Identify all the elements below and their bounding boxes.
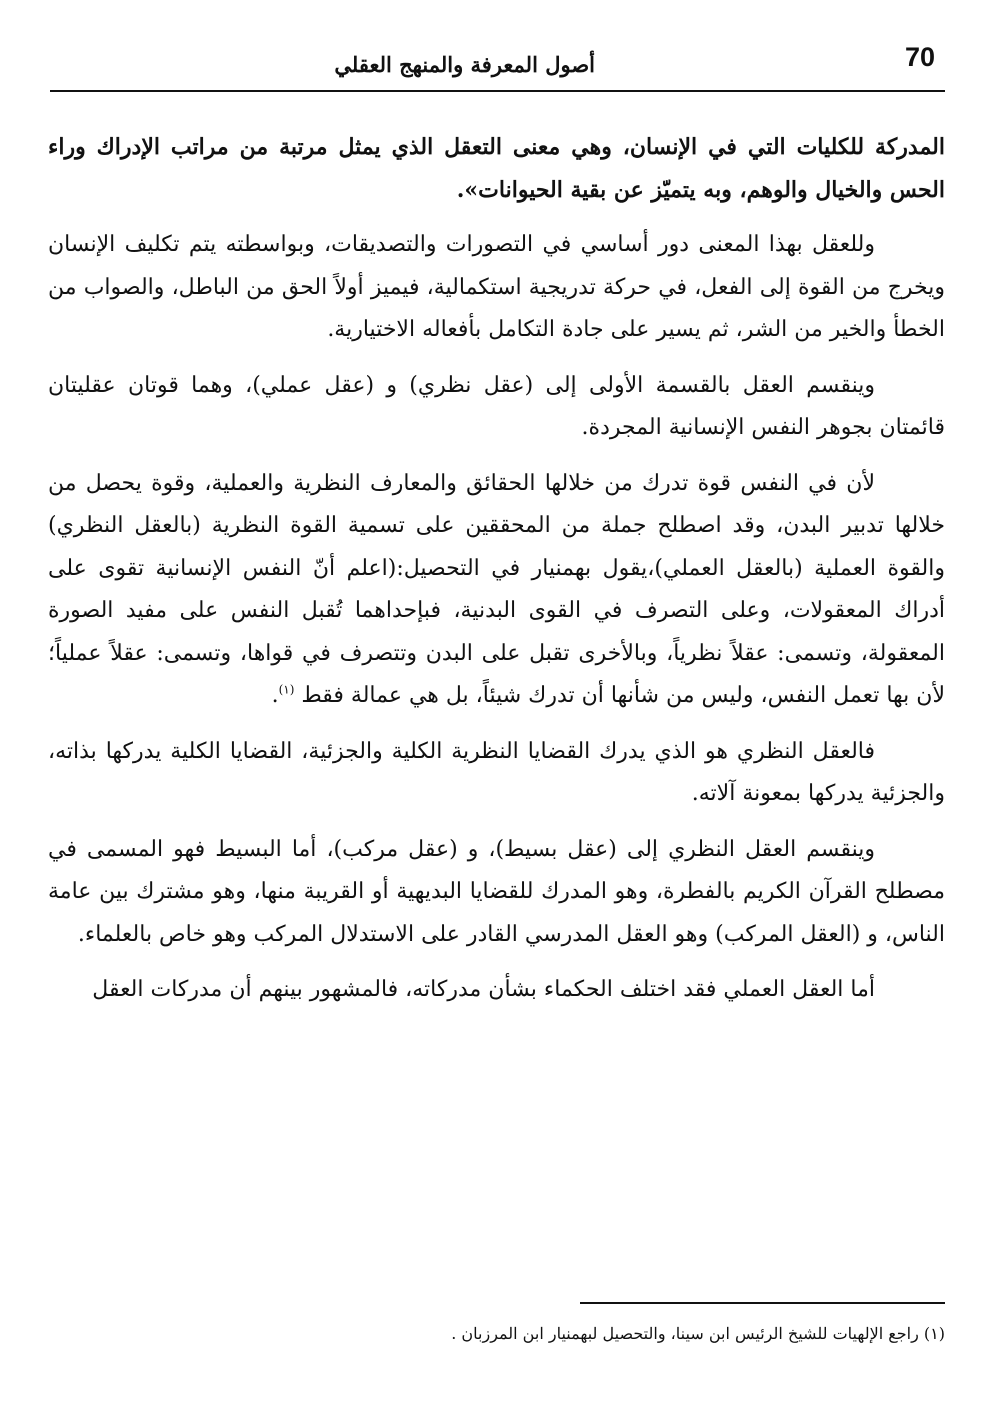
paragraph-7: أما العقل العملي فقد اختلف الحكماء بشأن مدركاته، فالمشهور بينهم أن مدركات العقل xyxy=(92,977,875,1002)
paragraph-1: المدركة للكليات التي في الإنسان، وهي معنى التعقل الذي يمثل مرتبة من مراتب الإدراك وراء الحس والخيال والوهم، وبه يتميّز عن بقية الحيوانات». xyxy=(48,134,945,203)
footnote-rule xyxy=(580,1302,945,1304)
running-title: أصول المعرفة والمنهج العقلي xyxy=(334,52,595,77)
body-text xyxy=(48,126,945,1025)
footnote-reference-period: . xyxy=(271,683,279,708)
paragraph-5: فالعقل النظري هو الذي يدرك القضايا النظرية الكلية والجزئية، القضايا الكلية يدركها بذاته، والجزئية يدركها بمعونة آلاته. xyxy=(48,738,945,806)
footnote-reference: (١) xyxy=(278,682,295,697)
paragraph-4-text: لأن في النفس قوة تدرك من خلالها الحقائق والمعارف النظرية والعملية، وقوة يحصل من خلالها تدبير البدن، وقد اصطلح جملة من المحققين على تسمية القوة النظرية (بالعقل النظري) والقوة العملية (بالعقل العملي)،يقول بهمنيار في التحصيل:(اعلم أنّ النفس الإنسانية تقوى على أدراك المعقولات، وعلى التصرف في القوى البدنية، فبإحداهما تُقبل النفس على مفيد الصورة المعقولة، وتسمى: عقلاً نظرياً، وبالأخرى تقبل على البدن وتتصرف في قواها، وتسمى: عقلاً عملياً؛ لأن بها تعمل النفس، وليس من شأنها أن تدرك شيئاً، بل هي عمالة فقط xyxy=(48,470,945,708)
paragraph-6: وينقسم العقل النظري إلى (عقل بسيط)، و (عقل مركب)، أما البسيط فهو المسمى في مصطلح القرآن الكريم بالفطرة، وهو المدرك للقضايا البديهية أو القريبة منها، وهو مشترك بين عامة الناس، و (العقل المركب) وهو العقل المدرسي القادر على الاستدلال المركب وهو خاص بالعلماء. xyxy=(48,836,945,947)
paragraph-4 xyxy=(48,463,945,718)
paragraph-2: وللعقل بهذا المعنى دور أساسي في التصورات والتصديقات، وبواسطته يتم تكليف الإنسان ويخرج من القوة إلى الفعل، في حركة تدريجية استكمالية، فيميز أولاً الحق من الباطل، والصواب من الخطأ والخير من الشر، ثم يسير على جادة التكامل بأفعاله الاختيارية. xyxy=(48,232,945,342)
paragraph-3: وينقسم العقل بالقسمة الأولى إلى (عقل نظري) و (عقل عملي)، وهما قوتان عقليتان قائمتان بجوهر النفس الإنسانية المجردة. xyxy=(48,372,945,440)
footnote: (١) راجع الإلهيات للشيخ الرئيس ابن سينا، والتحصيل لبهمنيار ابن المرزبان . xyxy=(451,1324,945,1343)
header-rule xyxy=(50,90,945,92)
running-header xyxy=(50,36,945,88)
page-number: 70 xyxy=(904,42,935,72)
